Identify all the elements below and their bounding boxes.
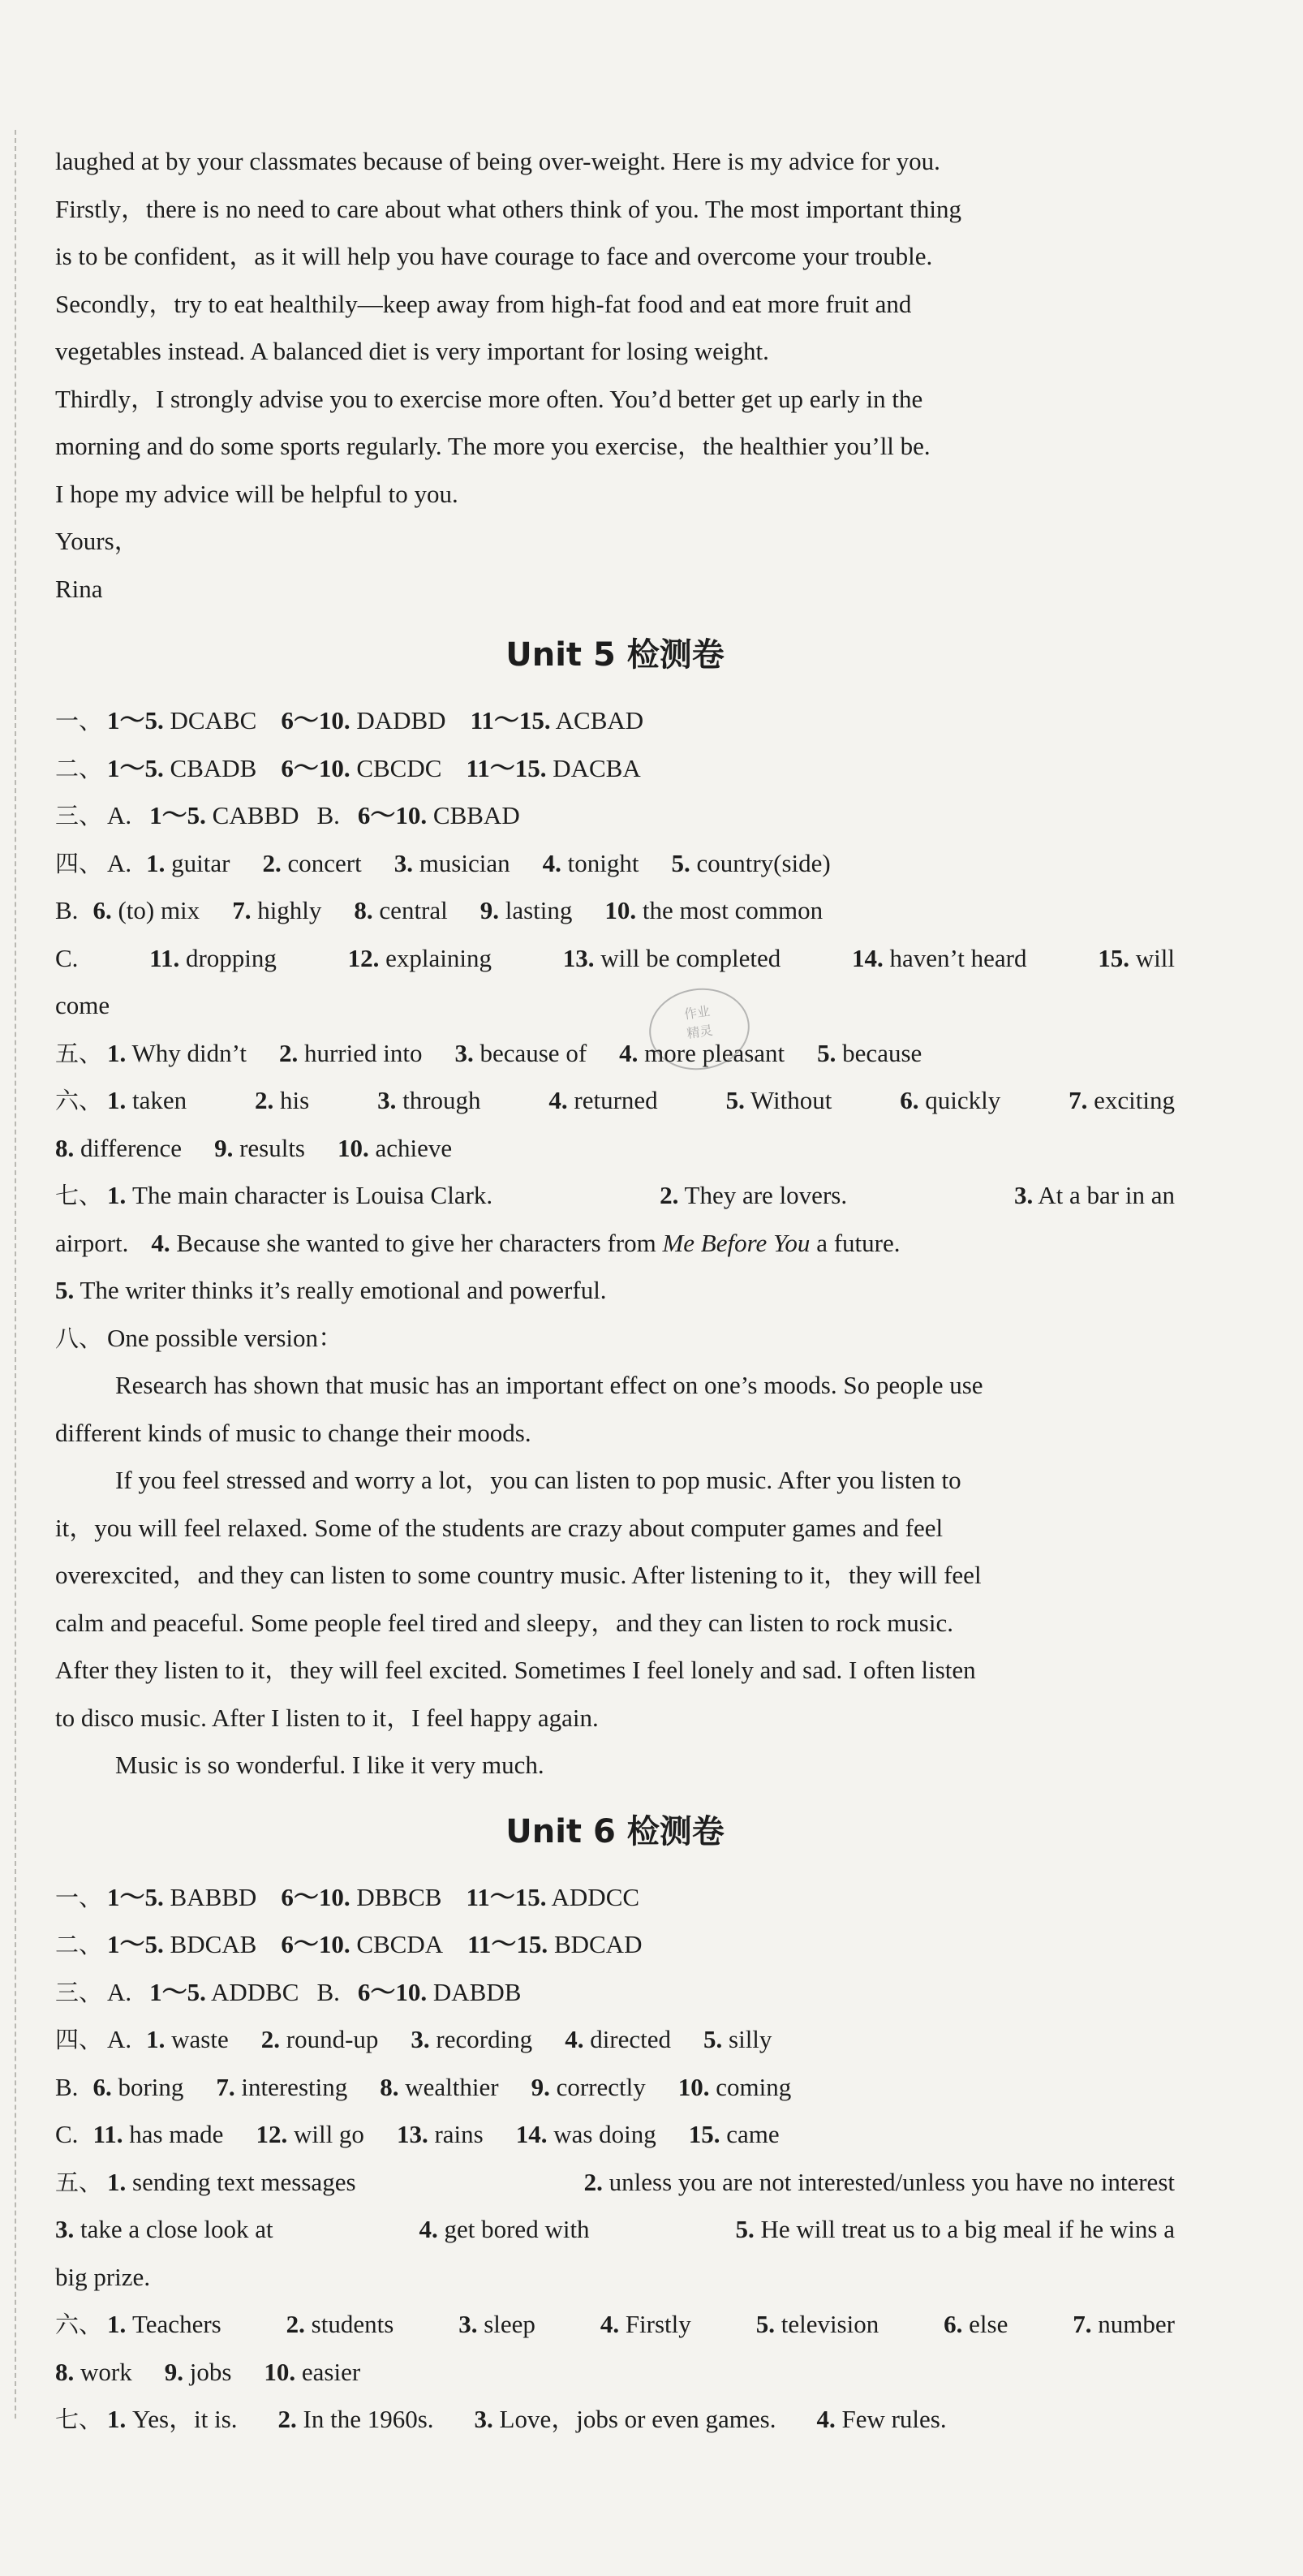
letter-signoff: Yours， — [55, 527, 140, 555]
unit6-section-5-line2: 3. take a close look at 4. get bored with 5. He will treat us to a big meal if he wins a — [55, 2215, 1175, 2243]
essay-line: After they listen to it，they will feel excited. Sometimes I feel lonely and sad. I often listen — [55, 1656, 976, 1684]
unit6-section-1: 一、 1～5. BABBD 6～10. DBBCB 11～15. ADDCC — [55, 1882, 640, 1911]
unit6-section-6-row1: 六、 1. Teachers 2. students 3. sleep 4. Firstly 5. television 6. else 7. number — [55, 2310, 1175, 2338]
unit6-section-4b: B. 6. boring 7. interesting 8. wealthier 9. correctly 10. coming — [55, 2072, 792, 2101]
letter-line: Thirdly，I strongly advise you to exercise more often. You’d better get up early in the — [55, 384, 923, 413]
unit6-section-4c: C. 11. has made 12. will go 13. rains 14. was doing 15. came — [55, 2120, 780, 2148]
letter-line: Firstly，there is no need to care about what others think of you. The most important thing — [55, 194, 961, 223]
unit5-section-4b: B. 6. (to) mix 7. highly 8. central 9. lasting 10. the most common — [55, 896, 824, 924]
unit6-section-2: 二、 1～5. BDCAB 6～10. CBCDA 11～15. BDCAD — [55, 1930, 643, 1958]
unit5-section-3: 三、 A. 1～5. CABBD B. 6～10. CBBAD — [55, 801, 520, 829]
letter-line: I hope my advice will be helpful to you. — [55, 479, 458, 508]
unit5-section-2: 二、 1～5. CBADB 6～10. CBCDC 11～15. DACBA — [55, 753, 641, 782]
essay-line: different kinds of music to change their moods. — [55, 1418, 531, 1447]
unit5-section-6-row1: 六、 1. taken 2. his 3. through 4. returned 5. Without 6. quickly 7. exciting — [55, 1086, 1175, 1114]
unit5-section-7-line3: 5. The writer thinks it’s really emotional and powerful. — [55, 1276, 607, 1304]
unit6-title: Unit 6 检测卷 — [505, 1812, 725, 1850]
unit6-section-5-line3: big prize. — [55, 2262, 151, 2291]
unit5-section-8-label: 八、 One possible version： — [55, 1323, 344, 1352]
unit6-section-6-row2: 8. work 9. jobs 10. easier — [55, 2357, 361, 2386]
unit5-section-4a: 四、 A. 1. guitar 2. concert 3. musician 4. tonight 5. country(side) — [55, 848, 831, 877]
essay-line: If you feel stressed and worry a lot，you can listen to pop music. After you listen to — [115, 1466, 961, 1494]
unit5-section-4c-cont: come — [55, 991, 110, 1019]
letter-line: Secondly，try to eat healthily—keep away from high-fat food and eat more fruit and — [55, 289, 912, 318]
unit6-section-3: 三、 A. 1～5. ADDBC B. 6～10. DABDB — [55, 1977, 522, 2006]
unit5-section-5: 五、 1. Why didn’t 2. hurried into 3. because of 4. more pleasant 5. because — [55, 1038, 922, 1067]
letter-line: vegetables instead. A balanced diet is very important for losing weight. — [55, 337, 769, 365]
essay-line: it，you will feel relaxed. Some of the students are crazy about computer games and feel — [55, 1513, 944, 1542]
unit5-section-7-line1: 七、 1. The main character is Louisa Clark. 2. They are lovers. 3. At a bar in an — [55, 1181, 1175, 1209]
unit6-section-4a: 四、 A. 1. waste 2. round-up 3. recording 4. directed 5. silly — [55, 2025, 772, 2053]
letter-text — [55, 138, 1175, 613]
margin-divider — [15, 130, 16, 2419]
essay-line: calm and peaceful. Some people feel tired and sleepy，and they can listen to rock music. — [55, 1608, 953, 1637]
essay-line: to disco music. After I listen to it，I feel happy again. — [55, 1703, 599, 1732]
unit5-section-6-row2: 8. difference 9. results 10. achieve — [55, 1133, 453, 1162]
letter-line: is to be confident，as it will help you have courage to face and overcome your trouble. — [55, 242, 933, 270]
unit5-section-4c: C. 11. dropping 12. explaining 13. will be completed 14. haven’t heard 15. will — [55, 943, 1175, 972]
page-content — [55, 138, 1175, 2444]
letter-line: laughed at by your classmates because of being over-weight. Here is my advice for you. — [55, 147, 940, 175]
essay-line: Research has shown that music has an important effect on one’s moods. So people use — [115, 1371, 983, 1399]
unit5-section-7-line2: airport. 4. Because she wanted to give her characters from Me Before You a future. — [55, 1228, 901, 1257]
watermark-stamp: 作业 精灵 — [644, 982, 755, 1076]
unit6-section-7: 七、 1. Yes，it is. 2. In the 1960s. 3. Love，jobs or even games. 4. Few rules. — [55, 2405, 947, 2433]
letter-signature: Rina — [55, 574, 103, 603]
essay-line: Music is so wonderful. I like it very much. — [115, 1751, 544, 1779]
essay-line: overexcited，and they can listen to some country music. After listening to it，they will feel — [55, 1561, 982, 1589]
letter-line: morning and do some sports regularly. The more you exercise，the healthier you’ll be. — [55, 432, 931, 460]
unit5-section-1: 一、 1～5. DCABC 6～10. DADBD 11～15. ACBAD — [55, 706, 644, 734]
unit5-title: Unit 5 检测卷 — [505, 636, 725, 674]
unit6-section-5-line1: 五、 1. sending text messages 2. unless you are not interested/unless you have no interest — [55, 2167, 1175, 2196]
